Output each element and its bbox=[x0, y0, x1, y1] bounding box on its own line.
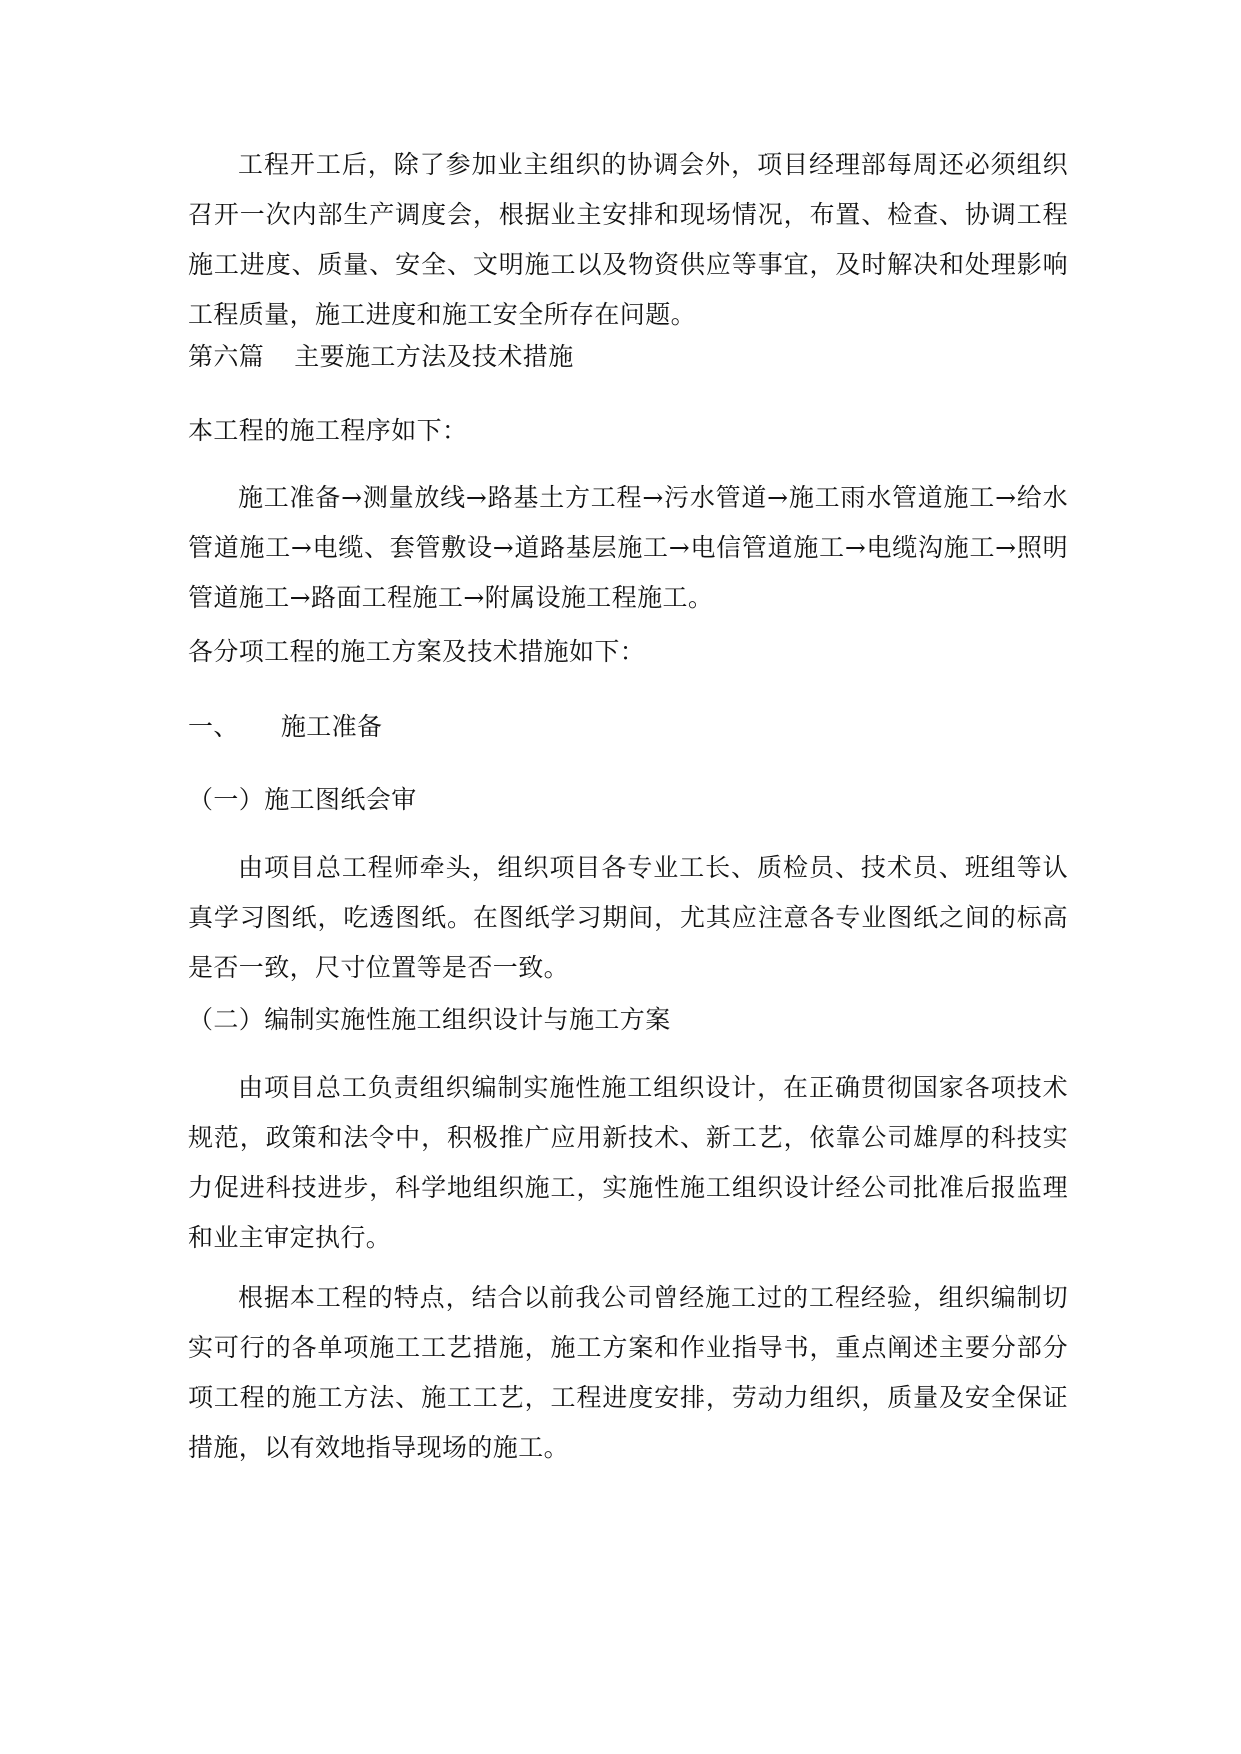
subsection-heading-1: （一）施工图纸会审 bbox=[188, 785, 417, 814]
procedure-sequence: 施工准备→测量放线→路基土方工程→污水管道→施工雨水管道施工→给水管道施工→电缆、套管敷设→道路基层施工→电信管道施工→电缆沟施工→照明管道施工→路面工程施工→附属设施工程施工。 bbox=[188, 483, 1068, 612]
plan-intro: 各分项工程的施工方案及技术措施如下： bbox=[188, 637, 646, 666]
paragraph-organization-design: 由项目总工负责组织编制实施性施工组织设计，在正确贯彻国家各项技术规范，政策和法令中，积极推广应用新技术、新工艺，依靠公司雄厚的科技实力促进科技进步，科学地组织施工，实施性施工组织设计经公司批准后报监理和业主审定执行。 bbox=[188, 1073, 1068, 1252]
paragraph-construction-plan: 根据本工程的特点，结合以前我公司曾经施工过的工程经验，组织编制切实可行的各单项施工工艺措施，施工方案和作业指导书，重点阐述主要分部分项工程的施工方法、施工工艺，工程进度安排，劳动力组织，质量及安全保证措施，以有效地指导现场的施工。 bbox=[188, 1283, 1068, 1462]
procedure-intro: 本工程的施工程序如下： bbox=[188, 416, 468, 445]
paragraph-drawing-review: 由项目总工程师牵头，组织项目各专业工长、质检员、技术员、班组等认真学习图纸，吃透图纸。在图纸学习期间，尤其应注意各专业图纸之间的标高是否一致，尺寸位置等是否一致。 bbox=[188, 853, 1068, 982]
section-heading-1 bbox=[188, 712, 1068, 742]
section-number: 一、 bbox=[188, 712, 239, 741]
chapter-number: 第六篇 bbox=[188, 342, 265, 371]
chapter-title: 主要施工方法及技术措施 bbox=[294, 342, 574, 371]
chapter-heading bbox=[188, 342, 1068, 372]
paragraph-coordination-meeting: 工程开工后，除了参加业主组织的协调会外，项目经理部每周还必须组织召开一次内部生产调度会，根据业主安排和现场情况，布置、检查、协调工程施工进度、质量、安全、文明施工以及物资供应等事宜，及时解决和处理影响工程质量，施工进度和施工安全所存在问题。 bbox=[188, 150, 1068, 329]
section-title: 施工准备 bbox=[280, 712, 383, 741]
subsection-heading-2: （二）编制实施性施工组织设计与施工方案 bbox=[188, 1005, 671, 1034]
